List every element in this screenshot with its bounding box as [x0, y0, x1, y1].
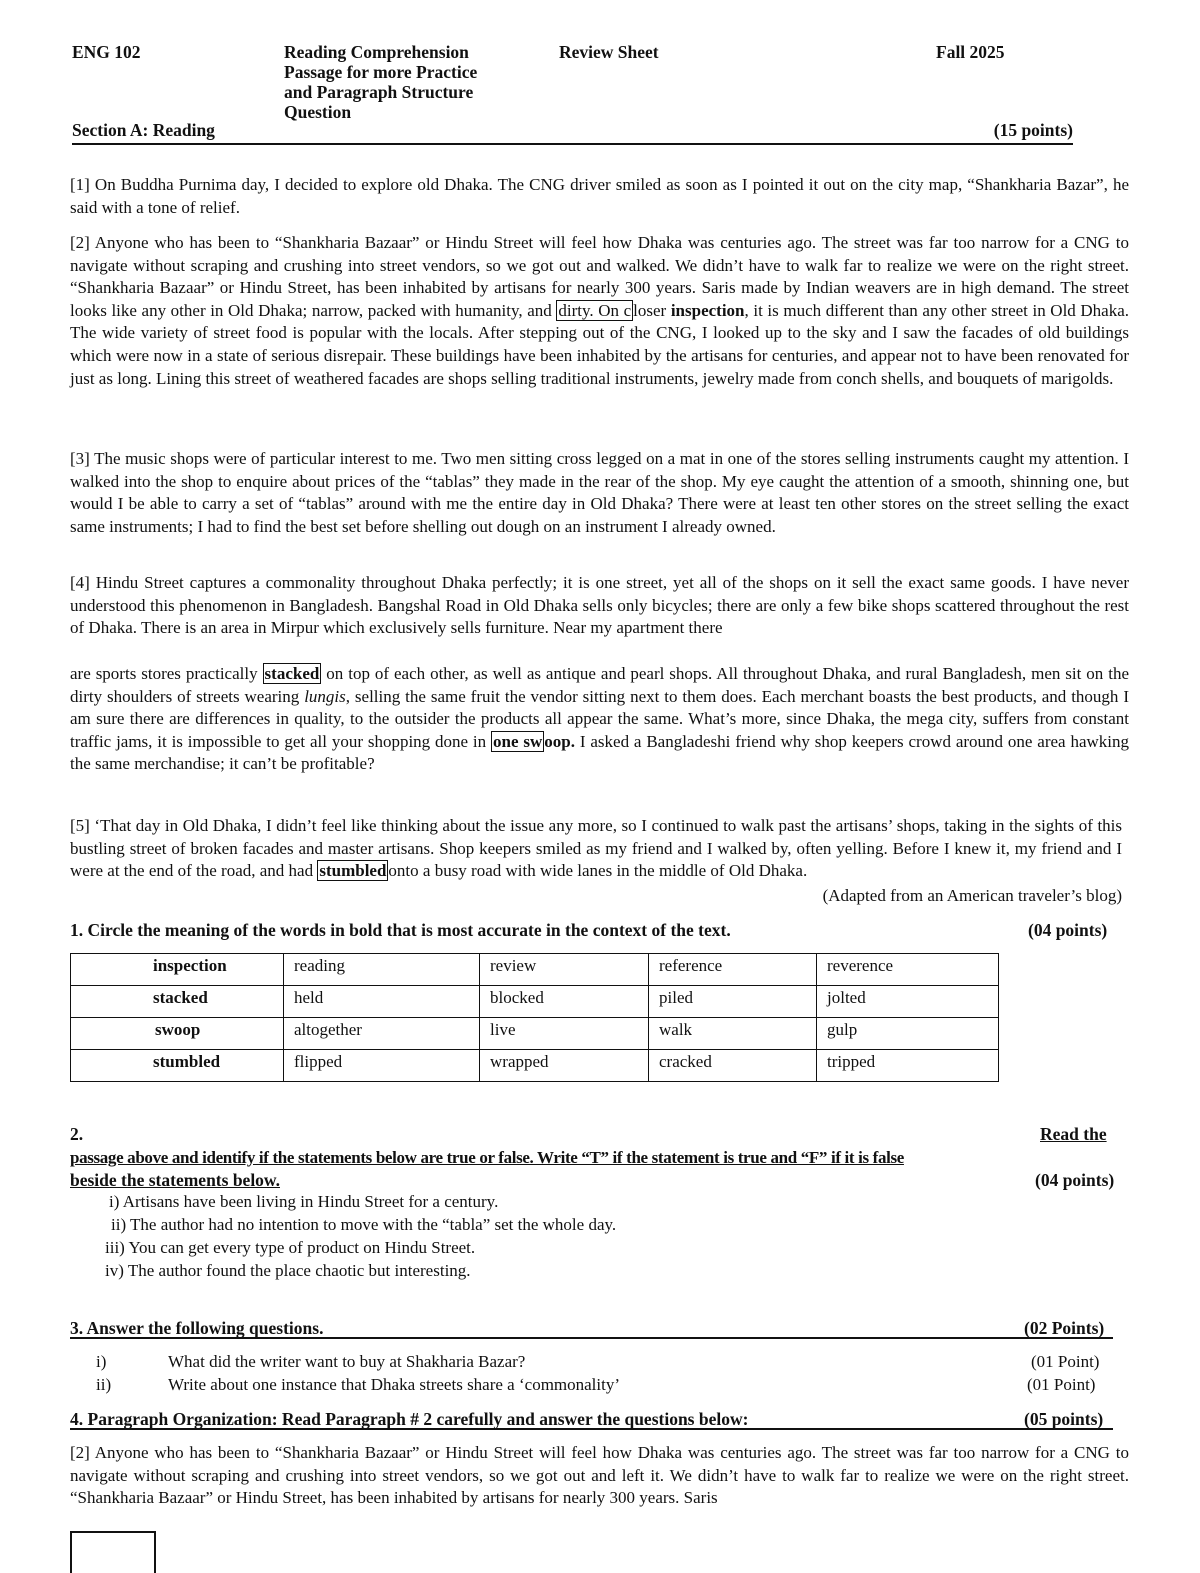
paragraph-5-text: [5] ‘That day in Old Dhaka, I didn’t feel like thinking about the issue any more, so I continued to walk past the artisans’ shops, taking in the sights of this bustling street of broken facades and master artisans. Shop keepers smiled as my friend and I walked by, often yelling. Before I knew it, my friend and I were at the end of the road, and had [70, 816, 1122, 881]
paragraph-4-text: on top of each other, as well as antique and pearl shops. All throughout Dhaka, and rural Bangladesh, men sit on the dirty shoulders of streets wearing [70, 664, 1130, 706]
section-a-heading [72, 120, 1073, 145]
title-line: Passage for more Practice [284, 62, 478, 82]
q1-points: (04 points) [1028, 920, 1108, 940]
option-cell[interactable]: reading [284, 954, 480, 986]
title-line: Reading Comprehension [284, 42, 469, 62]
q3-underline [70, 1337, 1113, 1339]
table-row [71, 1050, 999, 1082]
paragraph-1: [1] On Buddha Purnima day, I decided to explore old Dhaka. The CNG driver smiled as soon as I pointed it out on the city map, “Shankharia Bazar”, he said with a tone of relief. [70, 175, 1129, 217]
bold-word-stacked: stacked [264, 664, 320, 683]
option-cell[interactable]: reverence [817, 954, 999, 986]
paragraph-2 [70, 232, 1129, 390]
q3-points: (02 Points) [1024, 1318, 1105, 1338]
title-line: Question [284, 102, 352, 122]
option-cell[interactable]: jolted [817, 986, 999, 1018]
boxed-text: dirty. On c [558, 300, 632, 320]
q2-number: 2. [70, 1124, 84, 1144]
option-cell[interactable]: live [480, 1018, 649, 1050]
sheet-title [284, 42, 524, 122]
answer-box[interactable] [70, 1531, 156, 1573]
paragraph-4-text: , selling the same fruit the vendor sitting next to them does. Each merchant boasts the best products, and though I am sure there are differences in quality, to the outsider the products all appear the same. What’s more, since Dhaka, the mega city, suffers from constant traffic jams, it is impossible to get all your shopping done in [70, 686, 1129, 751]
bold-word-swoop: oop. [544, 731, 575, 751]
q2-instructions-end: beside the statements below. [70, 1170, 280, 1190]
vocab-table [70, 953, 999, 1082]
term-label: Fall 2025 [936, 42, 1005, 62]
q3-item-text: Write about one instance that Dhaka streets share a ‘commonality’ [168, 1375, 621, 1394]
bold-word-stumbled: stumbled [319, 861, 387, 881]
italic-word-lungis: lungis [304, 686, 346, 706]
option-cell[interactable]: flipped [284, 1050, 480, 1082]
q2-heading: Read the [1040, 1124, 1107, 1144]
q2-instructions: passage above and identify if the statements below are true or false. Write “T” if the statement is true and “F” if it is false [70, 1148, 904, 1167]
vocab-word: stacked [71, 986, 284, 1018]
vocab-word: inspection [71, 954, 284, 986]
paragraph-4-text: are sports stores practically [70, 664, 258, 683]
title-line: and Paragraph Structure [284, 82, 474, 102]
option-cell[interactable]: piled [649, 986, 817, 1018]
bold-word-swoop-box: one sw [493, 731, 543, 751]
q3-item-points: (01 Point) [1027, 1375, 1096, 1394]
paragraph-2-text: [2] Anyone who has been to “Shankharia Bazaar” or Hindu Street will feel how Dhaka was centuries ago. The street was far too narrow for a CNG to navigate without scraping and crushing into street vendors, so we got out and walked. We didn’t have to walk far to realize we were on the right street. “Shankharia Bazaar” or Hindu Street, has been inhabited by artisans for nearly 300 years. Saris made by Indian weavers are in high demand. The street looks like any other in Old Dhaka; narrow, packed with humanity, and [70, 233, 1129, 320]
q2-points: (04 points) [1035, 1170, 1115, 1190]
table-row [71, 1018, 999, 1050]
option-cell[interactable]: review [480, 954, 649, 986]
paragraph-4-text: I asked a Bangladeshi friend why shop keepers crowd around one area hawking the same merchandise; it can’t be profitable? [70, 731, 1129, 774]
table-row [71, 954, 999, 986]
q1-prompt: 1. Circle the meaning of the words in bold that is most accurate in the context of the text. [70, 920, 731, 940]
option-cell[interactable]: held [284, 986, 480, 1018]
q4-paragraph: [2] Anyone who has been to “Shankharia Bazaar” or Hindu Street will feel how Dhaka was centuries ago. The street was far too narrow for a CNG to navigate without scraping and crushing into street vendors, so we got out and left it. We didn’t have to walk far to realize we were on the right street. “Shankharia Bazaar” or Hindu Street, has been inhabited by artisans for nearly 300 years. Saris [70, 1443, 1129, 1508]
option-cell[interactable]: cracked [649, 1050, 817, 1082]
paragraph-2-text: , it is much different than any other street in Old Dhaka. The wide variety of street food is popular with the locals. After stepping out of the CNG, I looked up to the sky and I saw the facades of old buildings which were now in a state of serious disrepair. These buildings have been inhabited by the artisans for centuries, and appear not to have been renovated for just as long. Lining this street of weathered facades are shops selling traditional instruments, jewelry made from conch shells, and bouquets of marigolds. [70, 300, 1130, 388]
source-attribution: (Adapted from an American traveler’s blog) [822, 886, 1122, 905]
q3-prompt: 3. Answer the following questions. [70, 1318, 324, 1338]
q4-underline [70, 1428, 1113, 1430]
paragraph-2-text: loser [633, 300, 667, 320]
paragraph-3: [3] The music shops were of particular interest to me. Two men sitting cross legged on a mat in one of the stores selling instruments caught my attention. I walked into the shop to enquire about prices of the “tablas” they made in the rear of the shop. My eye caught the attention of a smooth, shinning one, but would I be able to carry a set of “tablas” around with me the entire day in Old Dhaka? There were at least ten other stores on the street selling the exact same instruments; I had to find the best set before shelling out dough on an instrument I already owned. [70, 449, 1129, 536]
vocab-word: stumbled [71, 1050, 284, 1082]
q3-item-points: (01 Point) [1031, 1352, 1100, 1371]
paragraph-4a: [4] Hindu Street captures a commonality throughout Dhaka perfectly; it is one street, yet all of the shops on it sell the exact same goods. I have never understood this phenomenon in Bangladesh. Bangshal Road in Old Dhaka sells only bicycles; there are only a few bike shops scattered throughout the rest of Dhaka. There is an area in Mirpur which exclusively sells furniture. Near my apartment there [70, 573, 1129, 638]
q3-item-number: i) [96, 1352, 107, 1371]
option-cell[interactable]: altogether [284, 1018, 480, 1050]
section-a-label: Section A: Reading [72, 120, 215, 140]
tf-statement: iii) You can get every type of product on Hindu Street. [105, 1238, 476, 1257]
section-a-points: (15 points) [993, 120, 1073, 140]
table-row [71, 986, 999, 1018]
tf-statement: i) Artisans have been living in Hindu Street for a century. [109, 1192, 499, 1211]
tf-statement: ii) The author had no intention to move with the “tabla” set the whole day. [111, 1215, 617, 1234]
tf-statement: iv) The author found the place chaotic but interesting. [105, 1261, 471, 1280]
course-code: ENG 102 [72, 42, 141, 62]
q3-item-number: ii) [96, 1375, 112, 1394]
option-cell[interactable]: blocked [480, 986, 649, 1018]
option-cell[interactable]: gulp [817, 1018, 999, 1050]
bold-word-inspection: inspection [670, 300, 745, 320]
q4-prompt: 4. Paragraph Organization: Read Paragraph # 2 carefully and answer the questions below: [70, 1409, 749, 1429]
paragraph-5-text: onto a busy road with wide lanes in the middle of Old Dhaka. [388, 861, 808, 881]
option-cell[interactable]: tripped [817, 1050, 999, 1082]
review-sheet-label: Review Sheet [559, 42, 659, 62]
option-cell[interactable]: walk [649, 1018, 817, 1050]
q4-points: (05 points) [1024, 1409, 1104, 1429]
option-cell[interactable]: wrapped [480, 1050, 649, 1082]
paragraph-4b [70, 663, 1129, 776]
paragraph-5 [70, 815, 1122, 883]
option-cell[interactable]: reference [649, 954, 817, 986]
q3-item-text: What did the writer want to buy at Shakharia Bazar? [168, 1352, 526, 1371]
vocab-word: swoop [71, 1018, 284, 1050]
